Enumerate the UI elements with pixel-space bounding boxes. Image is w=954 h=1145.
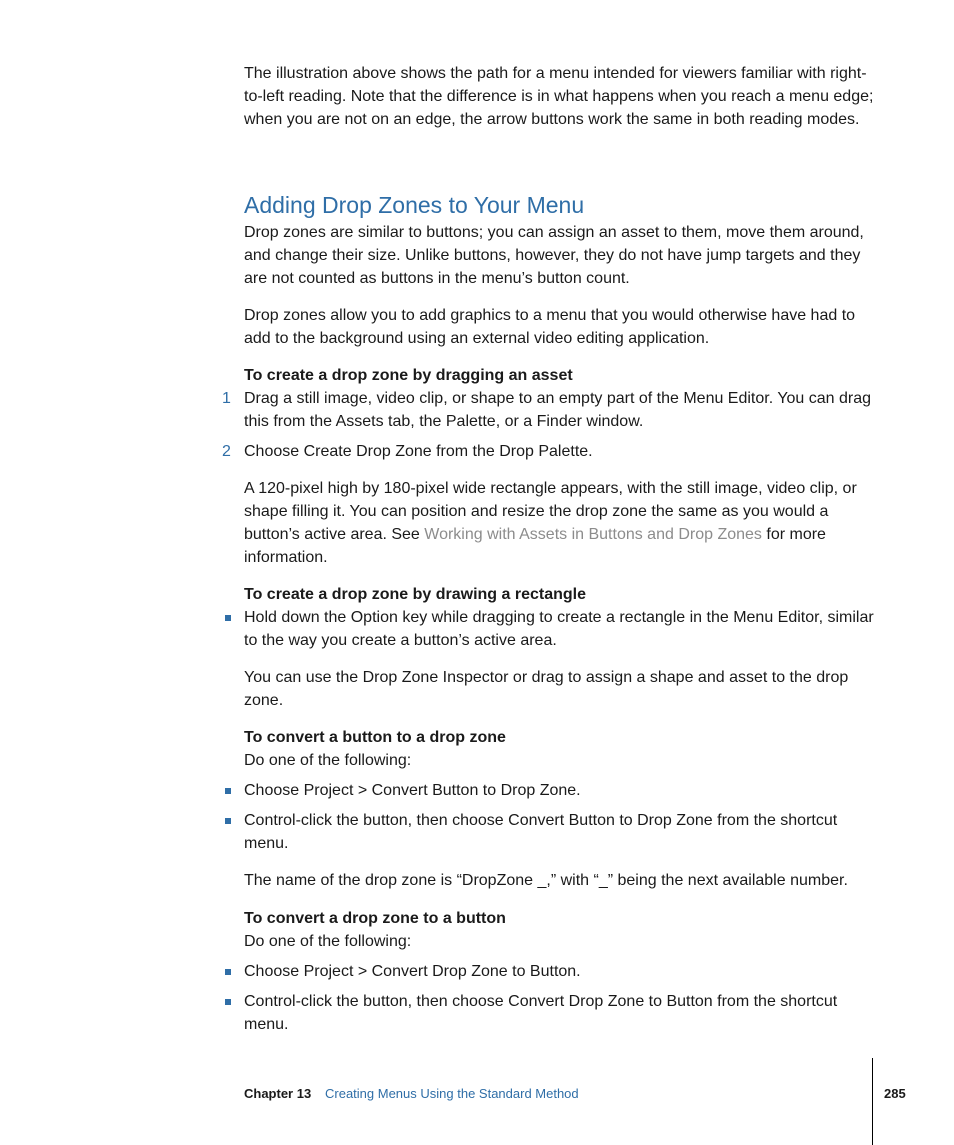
note-paragraph: The name of the drop zone is “DropZone _,” with “_” being the next available number.	[244, 872, 848, 889]
cross-reference-link[interactable]: Working with Assets in Buttons and Drop Zones	[424, 526, 762, 543]
bullet-icon	[225, 818, 231, 824]
task-title: To create a drop zone by drawing a rectangle	[244, 586, 587, 603]
footer-chapter-title: Creating Menus Using the Standard Method	[325, 1086, 579, 1101]
result-text: A 120-pixel high by 180-pixel wide rectangle appears, with the still image, video clip, or shape filling it. You can position and resize the drop zone the same as you would a button’s active area. See	[244, 480, 857, 543]
footer-divider	[872, 1058, 873, 1145]
task-title: To convert a drop zone to a button	[244, 910, 506, 927]
result-text-end: for more information.	[244, 526, 826, 566]
bullet-text: Control-click the button, then choose Convert Button to Drop Zone from the shortcut menu.	[244, 812, 838, 852]
intro-paragraph: The illustration above shows the path for a menu intended for viewers familiar with right-to-left reading. Note that the difference is in what happens when you reach a menu edge; when you are not on an edge, the arrow buttons work the same in both reading modes.	[244, 65, 874, 128]
bullet-icon	[225, 788, 231, 794]
bullet-text: Choose Project > Convert Button to Drop Zone.	[244, 782, 581, 799]
task-title: To convert a button to a drop zone	[244, 729, 506, 746]
task-intro: Do one of the following:	[244, 933, 412, 950]
footer-chapter-label: Chapter 13	[244, 1086, 312, 1101]
body-paragraph: Drop zones are similar to buttons; you can assign an asset to them, move them around, and change their size. Unlike buttons, however, they do not have jump targets and they are not counted as buttons in the menu’s button count.	[244, 224, 864, 287]
bullet-text: Hold down the Option key while dragging to create a rectangle in the Menu Editor, similar to the way you create a button’s active area.	[244, 609, 874, 649]
task-title: To create a drop zone by dragging an asset	[244, 367, 573, 384]
bullet-icon	[225, 999, 231, 1005]
step-result	[244, 477, 876, 569]
step-number: 1	[222, 390, 231, 407]
step-text: Drag a still image, video clip, or shape to an empty part of the Menu Editor. You can drag this from the Assets tab, the Palette, or a Finder window.	[244, 390, 872, 430]
body-paragraph: Drop zones allow you to add graphics to a menu that you would otherwise have had to add to the background using an external video editing application.	[244, 307, 856, 347]
bullet-icon	[225, 615, 231, 621]
task-intro: Do one of the following:	[244, 752, 412, 769]
bullet-icon	[225, 969, 231, 975]
note-paragraph: You can use the Drop Zone Inspector or drag to assign a shape and asset to the drop zone.	[244, 669, 849, 709]
page-number: 285	[884, 1086, 906, 1101]
section-heading: Adding Drop Zones to Your Menu	[244, 192, 585, 218]
bullet-text: Control-click the button, then choose Convert Drop Zone to Button from the shortcut menu.	[244, 993, 838, 1033]
step-number: 2	[222, 443, 231, 460]
step-text: Choose Create Drop Zone from the Drop Palette.	[244, 443, 593, 460]
bullet-text: Choose Project > Convert Drop Zone to Button.	[244, 963, 581, 980]
